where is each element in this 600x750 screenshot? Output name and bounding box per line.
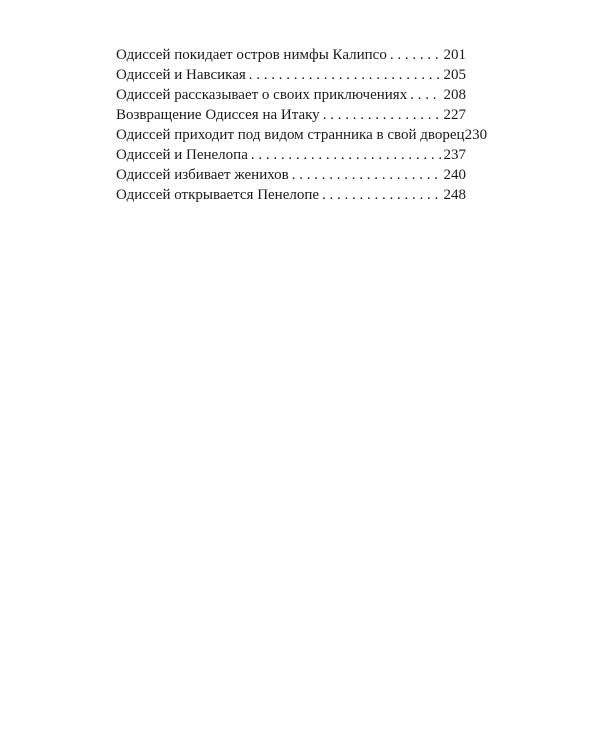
table-of-contents [116, 45, 488, 205]
toc-entry-title: Одиссей и Пенелопа [116, 147, 248, 163]
toc-entry [116, 165, 466, 185]
toc-entry-title: Одиссей открывается Пенелопе [116, 187, 320, 203]
toc-entry-title: Одиссей рассказывает о своих приключениях [116, 87, 408, 103]
toc-dot-leader [390, 45, 441, 65]
toc-entry-page: 230 [464, 127, 488, 143]
toc-dot-leader [322, 185, 440, 205]
toc-entry [116, 65, 466, 85]
toc-entry-title: Возвращение Одиссея на Итаку [116, 107, 320, 123]
toc-entry [116, 125, 488, 145]
toc-dot-leader [249, 65, 441, 85]
toc-entry-page: 208 [443, 87, 466, 103]
toc-entry [116, 185, 466, 205]
toc-entry-title: Одиссей приходит под видом странника в свой дворец [116, 127, 465, 143]
toc-entry-title: Одиссей и Навсикая [116, 67, 246, 83]
toc-dot-leader [323, 105, 441, 125]
toc-entry-page: 201 [443, 47, 466, 63]
toc-entry-page: 205 [443, 67, 466, 83]
toc-entry-page: 248 [443, 187, 466, 203]
toc-entry [116, 85, 466, 105]
toc-entry [116, 45, 466, 65]
toc-entry-title: Одиссей покидает остров нимфы Калипсо [116, 47, 387, 63]
toc-entry-page: 237 [443, 147, 466, 163]
toc-entry-title: Одиссей избивает женихов [116, 167, 289, 183]
toc-entry [116, 105, 466, 125]
toc-dot-leader [292, 165, 441, 185]
toc-entry [116, 145, 466, 165]
toc-entry-page: 227 [443, 107, 466, 123]
toc-dot-leader [410, 85, 440, 105]
toc-dot-leader [251, 145, 441, 165]
toc-entry-page: 240 [443, 167, 466, 183]
